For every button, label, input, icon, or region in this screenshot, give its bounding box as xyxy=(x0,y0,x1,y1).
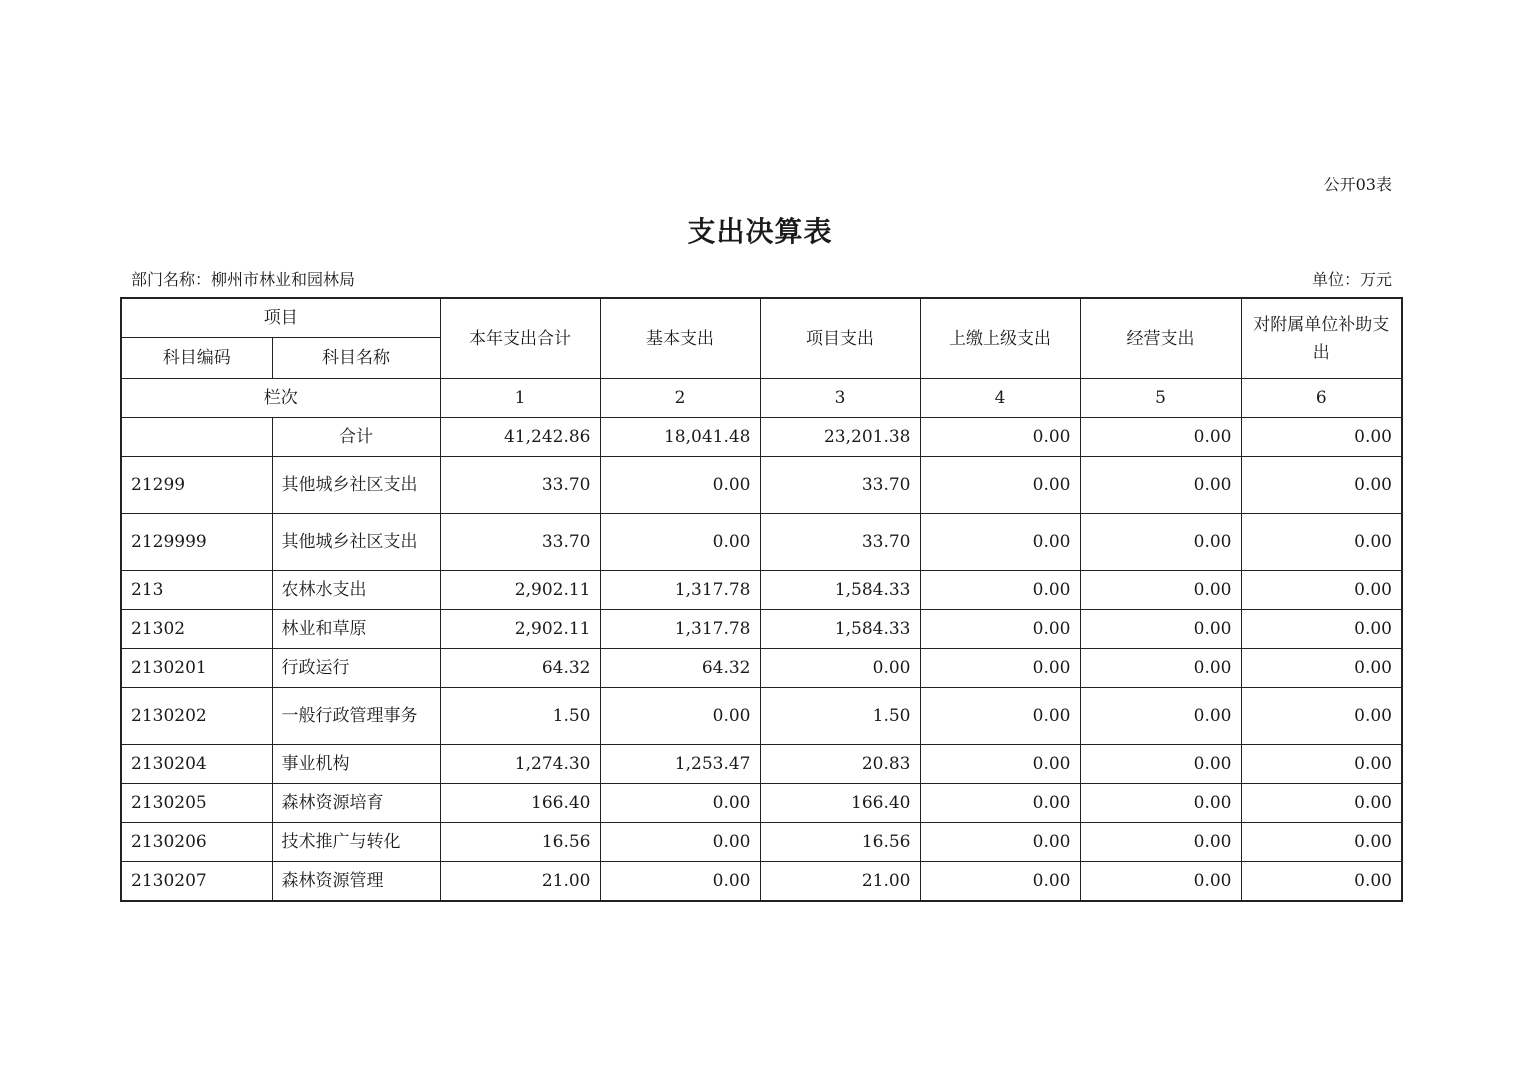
amount-cell: 0.00 xyxy=(1241,823,1402,862)
total-row xyxy=(121,418,1402,457)
amount-cell: 0.00 xyxy=(1080,457,1241,514)
index-number: 3 xyxy=(760,379,920,418)
subject-name: 行政运行 xyxy=(272,649,440,688)
subject-name: 林业和草原 xyxy=(272,610,440,649)
amount-cell: 0.00 xyxy=(1241,745,1402,784)
amount-cell: 0.00 xyxy=(920,610,1080,649)
subject-code: 2130207 xyxy=(121,862,272,902)
table-row xyxy=(121,571,1402,610)
amount-cell: 0.00 xyxy=(1241,610,1402,649)
department-name: 部门名称：柳州市林业和园林局 xyxy=(131,270,356,289)
subject-code: 21299 xyxy=(121,457,272,514)
amount-cell: 21.00 xyxy=(440,862,600,902)
total-value: 0.00 xyxy=(1241,418,1402,457)
amount-cell: 0.00 xyxy=(920,649,1080,688)
subject-code: 2129999 xyxy=(121,514,272,571)
amount-cell: 1,584.33 xyxy=(760,610,920,649)
header-subject-code: 科目编码 xyxy=(121,338,272,379)
index-number: 5 xyxy=(1080,379,1241,418)
subject-code: 213 xyxy=(121,571,272,610)
subject-code: 21302 xyxy=(121,610,272,649)
amount-cell: 21.00 xyxy=(760,862,920,902)
amount-cell: 0.00 xyxy=(600,514,760,571)
header-subsidiary-subsidy: 对附属单位补助支出 xyxy=(1241,298,1402,379)
expenditure-table xyxy=(120,297,1403,902)
amount-cell: 16.56 xyxy=(440,823,600,862)
index-number: 1 xyxy=(440,379,600,418)
subject-name: 其他城乡社区支出 xyxy=(272,457,440,514)
amount-cell: 0.00 xyxy=(600,823,760,862)
amount-cell: 0.00 xyxy=(1241,457,1402,514)
unit-label: 单位：万元 xyxy=(1311,270,1392,289)
total-label: 合计 xyxy=(272,418,440,457)
header-row-group xyxy=(121,298,1402,338)
amount-cell: 1,317.78 xyxy=(600,610,760,649)
header-remit-superior: 上缴上级支出 xyxy=(920,298,1080,379)
amount-cell: 33.70 xyxy=(440,514,600,571)
amount-cell: 0.00 xyxy=(920,862,1080,902)
header-total-expenditure: 本年支出合计 xyxy=(440,298,600,379)
amount-cell: 0.00 xyxy=(920,784,1080,823)
subject-code: 2130206 xyxy=(121,823,272,862)
header-basic-expenditure: 基本支出 xyxy=(600,298,760,379)
amount-cell: 0.00 xyxy=(1080,823,1241,862)
amount-cell: 0.00 xyxy=(1080,571,1241,610)
amount-cell: 20.83 xyxy=(760,745,920,784)
subject-name: 其他城乡社区支出 xyxy=(272,514,440,571)
amount-cell: 2,902.11 xyxy=(440,610,600,649)
total-value: 0.00 xyxy=(920,418,1080,457)
amount-cell: 0.00 xyxy=(1241,571,1402,610)
index-label: 栏次 xyxy=(121,379,440,418)
amount-cell: 0.00 xyxy=(1080,688,1241,745)
amount-cell: 33.70 xyxy=(440,457,600,514)
amount-cell: 0.00 xyxy=(920,688,1080,745)
total-code-cell xyxy=(121,418,272,457)
index-row xyxy=(121,379,1402,418)
amount-cell: 0.00 xyxy=(1241,862,1402,902)
table-body xyxy=(121,298,1402,901)
index-number: 2 xyxy=(600,379,760,418)
amount-cell: 1.50 xyxy=(440,688,600,745)
table-row xyxy=(121,688,1402,745)
subject-code: 2130205 xyxy=(121,784,272,823)
subject-code: 2130204 xyxy=(121,745,272,784)
total-value: 41,242.86 xyxy=(440,418,600,457)
table-row xyxy=(121,784,1402,823)
amount-cell: 0.00 xyxy=(1241,784,1402,823)
total-value: 23,201.38 xyxy=(760,418,920,457)
header-project: 项目 xyxy=(121,298,440,338)
table-row xyxy=(121,610,1402,649)
amount-cell: 64.32 xyxy=(600,649,760,688)
amount-cell: 0.00 xyxy=(920,745,1080,784)
amount-cell: 0.00 xyxy=(760,649,920,688)
table-row xyxy=(121,862,1402,902)
amount-cell: 2,902.11 xyxy=(440,571,600,610)
amount-cell: 0.00 xyxy=(600,688,760,745)
amount-cell: 0.00 xyxy=(600,784,760,823)
amount-cell: 0.00 xyxy=(920,571,1080,610)
header-subject-name: 科目名称 xyxy=(272,338,440,379)
table-row xyxy=(121,649,1402,688)
subject-code: 2130201 xyxy=(121,649,272,688)
amount-cell: 33.70 xyxy=(760,514,920,571)
subject-name: 森林资源管理 xyxy=(272,862,440,902)
amount-cell: 33.70 xyxy=(760,457,920,514)
amount-cell: 0.00 xyxy=(600,457,760,514)
amount-cell: 166.40 xyxy=(440,784,600,823)
table-row xyxy=(121,823,1402,862)
amount-cell: 0.00 xyxy=(1241,514,1402,571)
total-value: 0.00 xyxy=(1080,418,1241,457)
amount-cell: 0.00 xyxy=(1241,649,1402,688)
header-operating-expenditure: 经营支出 xyxy=(1080,298,1241,379)
amount-cell: 16.56 xyxy=(760,823,920,862)
form-number: 公开03表 xyxy=(1323,175,1392,194)
amount-cell: 1.50 xyxy=(760,688,920,745)
amount-cell: 166.40 xyxy=(760,784,920,823)
amount-cell: 1,584.33 xyxy=(760,571,920,610)
subject-name: 事业机构 xyxy=(272,745,440,784)
amount-cell: 0.00 xyxy=(1080,649,1241,688)
index-number: 6 xyxy=(1241,379,1402,418)
amount-cell: 1,274.30 xyxy=(440,745,600,784)
total-value: 18,041.48 xyxy=(600,418,760,457)
amount-cell: 0.00 xyxy=(920,514,1080,571)
amount-cell: 1,317.78 xyxy=(600,571,760,610)
subject-code: 2130202 xyxy=(121,688,272,745)
amount-cell: 0.00 xyxy=(1080,745,1241,784)
subject-name: 农林水支出 xyxy=(272,571,440,610)
amount-cell: 0.00 xyxy=(600,862,760,902)
subject-name: 技术推广与转化 xyxy=(272,823,440,862)
amount-cell: 0.00 xyxy=(1080,610,1241,649)
header-project-expenditure: 项目支出 xyxy=(760,298,920,379)
subject-name: 一般行政管理事务 xyxy=(272,688,440,745)
amount-cell: 0.00 xyxy=(1080,784,1241,823)
amount-cell: 0.00 xyxy=(920,457,1080,514)
amount-cell: 0.00 xyxy=(1241,688,1402,745)
subject-name: 森林资源培育 xyxy=(272,784,440,823)
table-row xyxy=(121,457,1402,514)
amount-cell: 0.00 xyxy=(1080,514,1241,571)
amount-cell: 0.00 xyxy=(1080,862,1241,902)
table-row xyxy=(121,745,1402,784)
amount-cell: 1,253.47 xyxy=(600,745,760,784)
amount-cell: 64.32 xyxy=(440,649,600,688)
document-title: 支出决算表 xyxy=(687,215,833,248)
table-row xyxy=(121,514,1402,571)
amount-cell: 0.00 xyxy=(920,823,1080,862)
index-number: 4 xyxy=(920,379,1080,418)
